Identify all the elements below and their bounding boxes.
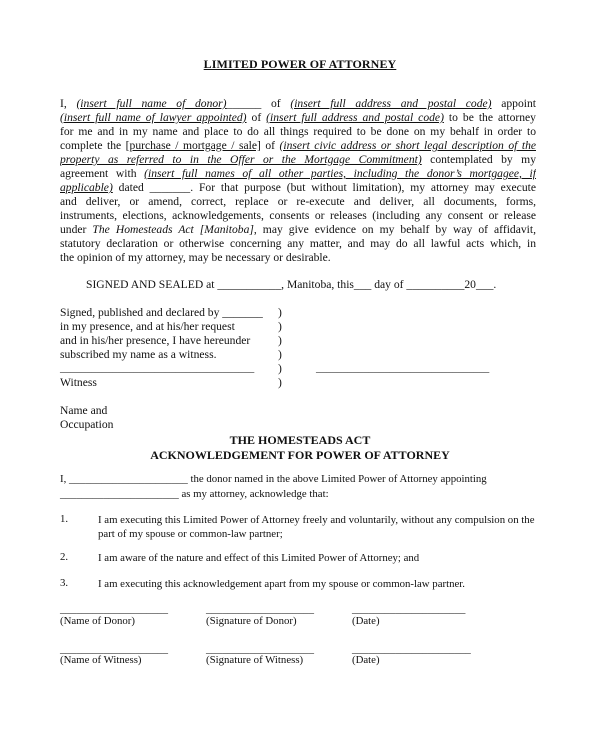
donor-name-line[interactable]: ____________________: [60, 603, 168, 615]
applicable-field[interactable]: applicable): [60, 181, 113, 194]
name-label: Name and: [60, 404, 108, 417]
signature-of-donor-label: (Signature of Donor): [206, 615, 297, 627]
donor-name-field[interactable]: (insert full name of donor): [76, 97, 227, 110]
acknowledgement-heading: ACKNOWLEDGEMENT FOR POWER OF ATTORNEY: [150, 448, 450, 462]
item-number: 2.: [60, 551, 69, 563]
witness-signature-line[interactable]: ____________________: [206, 643, 314, 655]
bracket: ): [278, 334, 282, 347]
item-number: 3.: [60, 577, 69, 589]
witness-name-line[interactable]: ____________________: [60, 643, 168, 655]
para-line-4: complete the [purchase / mortgage / sale] of (insert civic address or short legal description of the: [60, 139, 536, 152]
date-line[interactable]: ______________________: [352, 643, 471, 655]
signature-of-witness-label: (Signature of Witness): [206, 654, 304, 666]
witness-label: Witness: [60, 376, 97, 389]
other-parties-field[interactable]: (insert full names of all other parties, including the donor’s mortgagee, if: [144, 167, 536, 180]
date-label: (Date): [352, 654, 380, 666]
witness-text-1: Signed, published and declared by _______: [60, 306, 263, 319]
para-line-9: instruments, elections, acknowledgements, consents or releases (including any consent or release: [60, 209, 536, 222]
name-of-donor-label: (Name of Donor): [60, 615, 135, 627]
para-line-11: statutory declaration or otherwise concerning any matter, and may do all lawful acts which, in: [60, 237, 536, 250]
date-label: (Date): [352, 615, 380, 627]
para-line-6: agreement with (insert full names of all other parties, including the donor’s mortgagee, if: [60, 167, 536, 180]
list-item: I am executing this Limited Power of Attorney freely and voluntarily, without any compulsion on the part of my spouse or common-law partner;: [98, 514, 535, 540]
para-line-5: property as referred to in the Offer or the Mortgage Commitment) contemplated by my: [60, 153, 536, 166]
witness-text-3: and in his/her presence, I have hereunder: [60, 334, 251, 347]
date-line[interactable]: _____________________: [352, 603, 466, 615]
witness-text-4: subscribed my name as a witness.: [60, 348, 217, 361]
ack-intro-line-2[interactable]: ______________________ as my attorney, acknowledge that:: [60, 488, 329, 500]
signed-sealed-line[interactable]: SIGNED AND SEALED at ___________, Manitoba, this___ day of __________20___.: [86, 278, 497, 291]
bracket: ): [278, 306, 282, 319]
lawyer-name-field[interactable]: (insert full name of lawyer appointed): [60, 111, 247, 124]
donor-signature-line[interactable]: _________________________________: [316, 363, 490, 374]
name-of-witness-label: (Name of Witness): [60, 654, 142, 666]
bracket: ): [278, 320, 282, 333]
document-title: LIMITED POWER OF ATTORNEY: [203, 57, 397, 71]
bracket: ): [278, 362, 282, 375]
para-line-12: the opinion of my attorney, may be necessary or desirable.: [60, 251, 331, 264]
donor-signature-line[interactable]: ____________________: [206, 603, 314, 615]
para-line-3: for me and in my name and place to do all things required to be done on my behalf in order to: [60, 125, 536, 138]
para-line-10: under The Homesteads Act [Manitoba], may give evidence on my behalf by way of affidavit,: [60, 223, 536, 236]
para-line-1: I, (insert full name of donor)______ of (insert full address and postal code) appoint: [60, 97, 536, 110]
transaction-type-field[interactable]: [purchase / mortgage / sale]: [125, 139, 261, 152]
witness-text-2: in my presence, and at his/her request: [60, 320, 235, 333]
bracket: ): [278, 376, 282, 389]
property-description-field[interactable]: (insert civic address or short legal description of the: [279, 139, 536, 152]
list-item: I am aware of the nature and effect of this Limited Power of Attorney; and: [98, 552, 420, 564]
ack-intro-line-1[interactable]: I, ______________________ the donor named in the above Limited Power of Attorney appointing: [60, 473, 487, 485]
homesteads-act-heading: THE HOMESTEADS ACT: [229, 433, 371, 447]
item-number: 1.: [60, 513, 69, 525]
para-line-2: (insert full name of lawyer appointed) of (insert full address and postal code) to be the attorney: [60, 111, 536, 124]
homesteads-act-reference: The Homesteads Act [Manitoba]: [92, 223, 254, 236]
property-reference-field[interactable]: property as referred to in the Offer or the Mortgage Commitment): [60, 153, 422, 166]
bracket: ): [278, 348, 282, 361]
list-item: I am executing this acknowledgement apart from my spouse or common-law partner.: [98, 578, 465, 590]
para-line-8: and deliver, or amend, correct, replace or re-execute and deliver, all documents, forms,: [60, 195, 536, 208]
witness-signature-line[interactable]: _____________________________________: [60, 363, 255, 374]
para-line-7: applicable) dated _______. For that purpose (but without limitation), my attorney may execute: [60, 181, 536, 194]
lawyer-address-field[interactable]: (insert full address and postal code): [266, 111, 444, 124]
occupation-label: Occupation: [60, 418, 114, 431]
donor-address-field[interactable]: (insert full address and postal code): [290, 97, 492, 110]
